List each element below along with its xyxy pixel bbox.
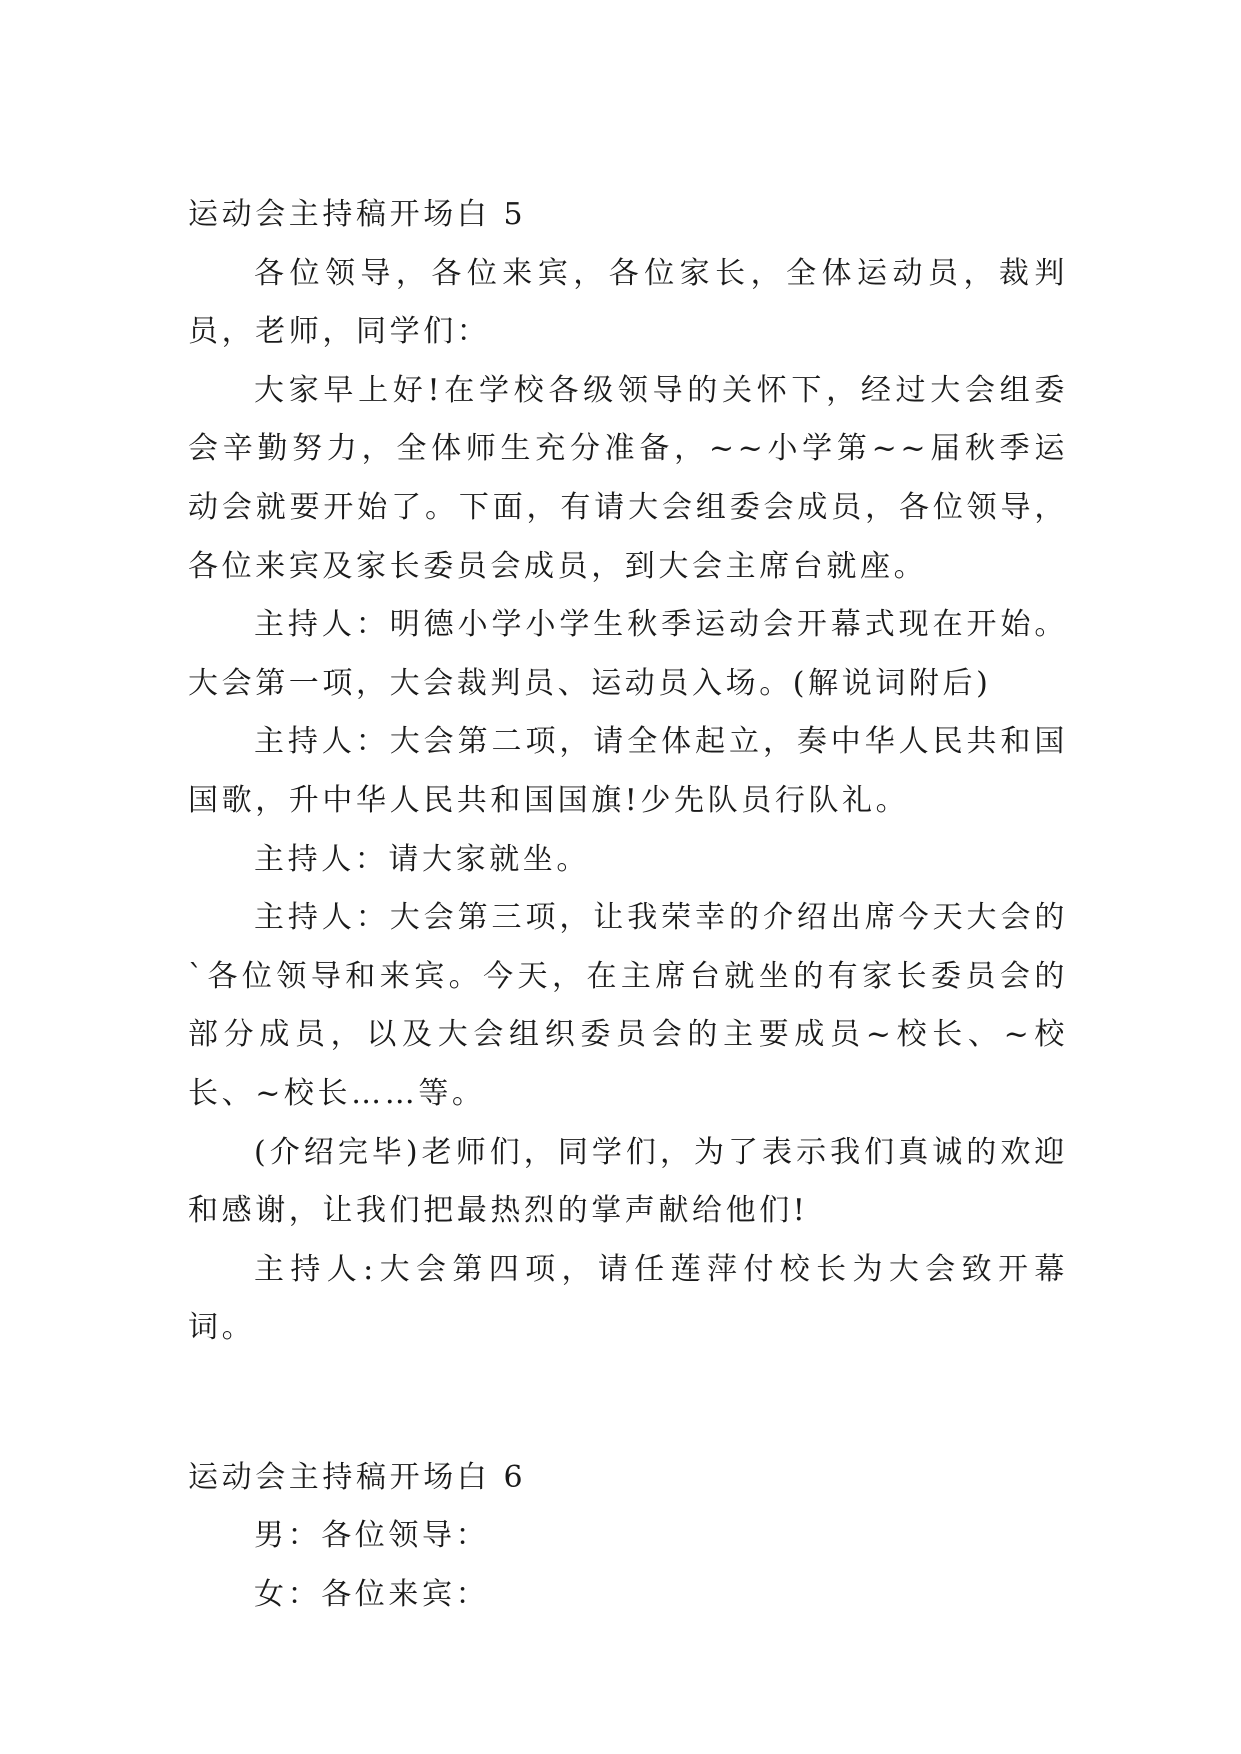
paragraph: 主持人：请大家就坐。 <box>254 841 590 877</box>
paragraph: 主持人：明德小学小学生秋季运动会开幕式现在开始。大会第一项，大会裁判员、运动员入场。(解说词附后) <box>188 607 1068 701</box>
section-title: 运动会主持稿开场白 6 <box>188 1459 527 1495</box>
document-body <box>188 186 1068 1625</box>
paragraph: 大家早上好!在学校各级领导的关怀下，经过大会组委会辛勤努力，全体师生充分准备，~~小学第~~届秋季运动会就要开始了。下面，有请大会组委会成员，各位领导，各位来宾及家长委员会成员，到大会主席台就座。 <box>188 372 1068 584</box>
paragraph: 主持人：大会第三项，让我荣幸的介绍出席今天大会的`各位领导和来宾。今天，在主席台就坐的有家长委员会的部分成员，以及大会组织委员会的主要成员~校长、~校长、~校长……等。 <box>188 900 1068 1111</box>
paragraph: 各位领导，各位来宾，各位家长，全体运动员，裁判员，老师，同学们： <box>188 255 1068 350</box>
paragraph: 女：各位来宾： <box>254 1577 490 1613</box>
paragraph: 男：各位领导： <box>254 1518 490 1554</box>
paragraph: 主持人:大会第四项，请任莲萍付校长为大会致开幕词。 <box>188 1251 1068 1346</box>
section-gap <box>188 1358 1068 1449</box>
paragraph: (介绍完毕)老师们，同学们，为了表示我们真诚的欢迎和感谢，让我们把最热烈的掌声献给他们! <box>188 1134 1068 1229</box>
section-title: 运动会主持稿开场白 5 <box>188 197 527 232</box>
paragraph: 主持人：大会第二项，请全体起立，奏中华人民共和国国歌，升中华人民共和国国旗!少先队员行队礼。 <box>188 724 1068 818</box>
